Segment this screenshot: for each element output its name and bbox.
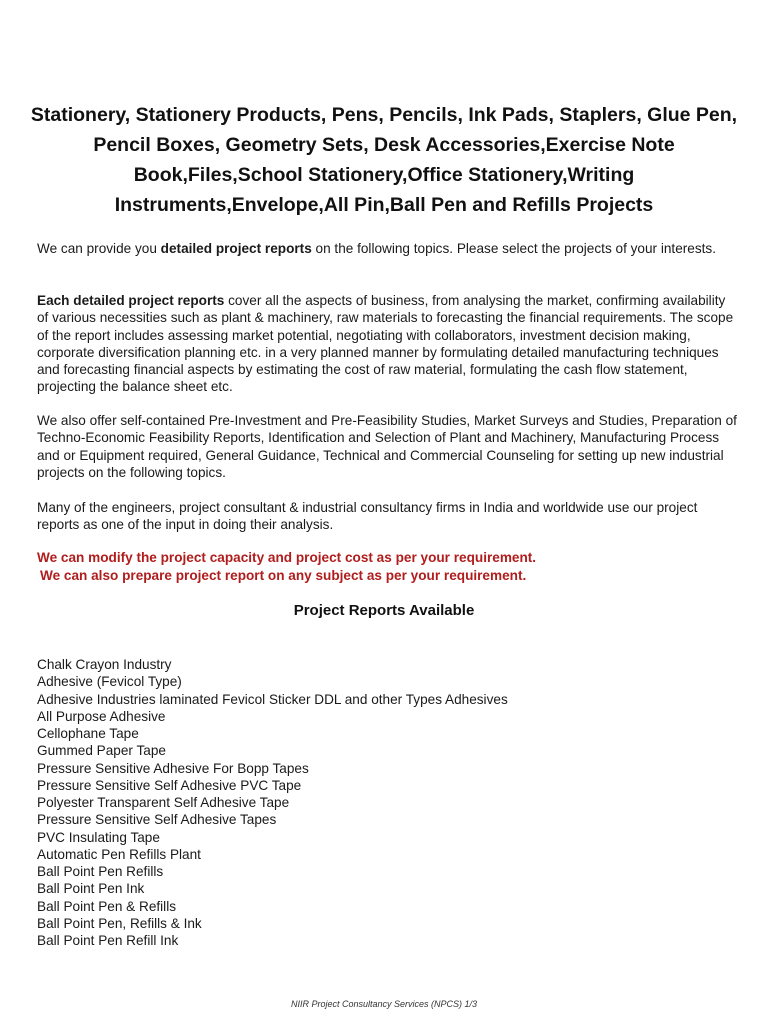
intro-text-end: on the following topics. Please select the projects of your interests. [311,241,716,256]
list-item[interactable]: Ball Point Pen, Refills & Ink [37,915,202,931]
list-item[interactable]: Gummed Paper Tape [37,743,166,759]
report-list [37,656,737,949]
section-heading: Project Reports Available [293,602,475,619]
list-item[interactable]: Pressure Sensitive Self Adhesive PVC Tape [37,777,302,793]
list-item[interactable]: All Purpose Adhesive [37,708,166,724]
list-item[interactable]: Automatic Pen Refills Plant [37,846,201,862]
list-item[interactable]: Adhesive (Fevicol Type) [37,674,182,690]
list-item[interactable]: Ball Point Pen Ink [37,881,145,897]
capacity-note: We can modify the project capacity and project cost as per your requirement. [37,550,537,565]
intro-paragraph [37,240,737,257]
list-item[interactable]: Pressure Sensitive Self Adhesive Tapes [37,812,277,828]
document-title: Stationery, Stationery Products, Pens, Pencils, Ink Pads, Staplers, Glue Pen, Pencil Boxes, Geometry Sets, Desk Accessories,Exercise Note Book,Files,School Stationery,Office Stationery,Writing Instruments,Envelope,All Pin,Ball Pen and Refills Projects [30,104,738,216]
list-item[interactable]: PVC Insulating Tape [37,829,160,845]
list-item[interactable]: Ball Point Pen Refill Ink [37,933,179,948]
list-item[interactable]: Cellophane Tape [37,726,139,741]
list-item[interactable]: Pressure Sensitive Adhesive For Bopp Tapes [37,760,309,776]
list-item[interactable]: Polyester Transparent Self Adhesive Tape [37,795,290,810]
list-item[interactable]: Adhesive Industries laminated Fevicol Sticker DDL and other Types Adhesives [37,691,508,707]
list-item[interactable]: Ball Point Pen & Refills [37,898,177,914]
custom-report-note: We can also prepare project report on any subject as per your requirement. [40,568,527,583]
intro-bold-text: detailed project reports [160,241,312,256]
detail-text: cover all the aspects of business, from analysing the market, confirming availability of various necessities such as plant & machinery, raw materials to forecasting the financial requirements. The scope of the report includes assessing market potential, negotiating with collaborators, investment decision making, corporate diversification planning etc. in a very planned manner by formulating detailed manufacturing techniques and forecasting financial aspects by estimating the cost of raw material, formulating the cash flow statement, projecting the balance sheet etc. [37,293,734,395]
list-item[interactable]: Chalk Crayon Industry [37,657,172,672]
page-footer: NIIR Project Consultancy Services (NPCS) 1/3 [290,999,478,1009]
offer-paragraph: We also offer self-contained Pre-Investment and Pre-Feasibility Studies, Market Surveys and Studies, Preparation of Techno-Economic Feasibility Reports, Identification and Selection of Plant and Machinery, Manufacturing Process and or Equipment required, General Guidance, Technical and Commercial Counseling for setting up new industrial projects on the following topics. [37,413,737,480]
detail-bold-text: Each detailed project reports [37,293,225,308]
detail-paragraph [37,292,737,396]
intro-text-start: We can provide you [37,241,161,256]
usage-paragraph: Many of the engineers, project consultant & industrial consultancy firms in India and worldwide use our project reports as one of the input in doing their analysis. [37,500,698,533]
list-item[interactable]: Ball Point Pen Refills [37,864,164,879]
